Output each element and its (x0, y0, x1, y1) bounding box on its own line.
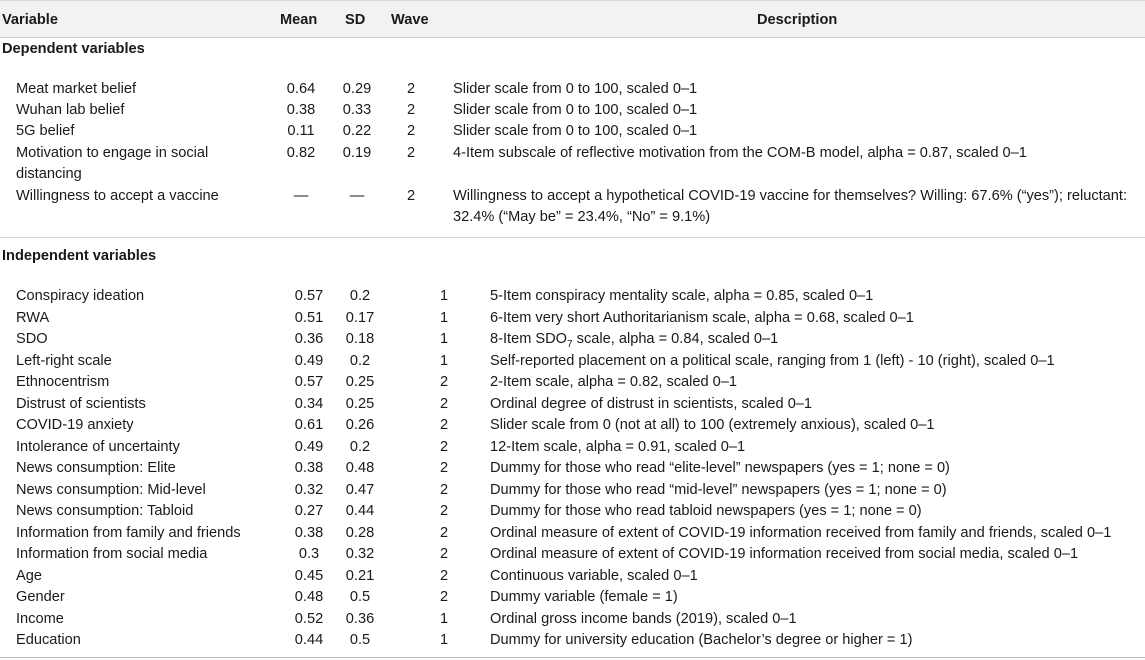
cell-variable: Distrust of scientists (16, 395, 146, 412)
cell-sd: 0.33 (342, 102, 372, 118)
cell-variable: SDO (16, 331, 48, 347)
cell-description: Self-reported placement on a political scale, ranging from 1 (left) - 10 (right), scaled 0–1 (490, 352, 1055, 369)
cell-wave: 2 (439, 524, 449, 541)
description-head: 8-Item SDO (490, 331, 568, 347)
cell-wave: 2 (439, 567, 449, 584)
cell-description: Slider scale from 0 to 100, scaled 0–1 (453, 102, 698, 118)
cell-description: 4-Item subscale of reflective motivation from the COM-B model, alpha = 0.87, scaled 0–1 (453, 145, 1027, 161)
subscript: 7 (567, 338, 573, 350)
cell-description: Slider scale from 0 to 100, scaled 0–1 (453, 81, 698, 97)
cell-sd: 0.18 (345, 331, 375, 347)
cell-variable: Age (16, 567, 42, 584)
cell-description: Slider scale from 0 to 100, scaled 0–1 (453, 123, 698, 139)
cell-variable: News consumption: Tabloid (16, 503, 194, 519)
cell-wave: 2 (439, 503, 449, 519)
cell-mean: 0.38 (286, 102, 316, 118)
cell-sd: 0.36 (345, 610, 375, 627)
cell-description: Willingness to accept a hypothetical COVID-19 vaccine for themselves? Willing: 67.6% (“yes”); reluctant: 32.4% (“May be” = 23.4%, “No” = 9.1%) (453, 188, 1128, 225)
cell-description: 12-Item scale, alpha = 0.91, scaled 0–1 (490, 438, 746, 455)
cell-variable: Willingness to accept a vaccine (16, 188, 219, 204)
cell-sd: 0.5 (349, 632, 371, 648)
cell-sd: 0.32 (345, 546, 375, 562)
cell-mean: 0.49 (294, 352, 324, 369)
cell-description: Ordinal degree of distrust in scientists, scaled 0–1 (490, 395, 813, 412)
cell-mean: — (293, 188, 309, 204)
cell-mean: 0.38 (294, 524, 324, 541)
cell-description: Dummy for those who read “elite-level” newspapers (yes = 1; none = 0) (490, 460, 950, 476)
table-bottom-rule (0, 657, 1145, 658)
cell-sd: 0.2 (349, 438, 371, 455)
cell-wave: 2 (406, 123, 416, 139)
cell-wave: 2 (439, 589, 449, 605)
cell-sd: 0.2 (349, 288, 371, 304)
cell-variable: Gender (16, 589, 65, 605)
cell-description: Dummy for university education (Bachelor’s degree or higher = 1) (490, 632, 913, 648)
cell-variable: News consumption: Mid-level (16, 481, 206, 498)
cell-sd: 0.47 (345, 481, 375, 498)
cell-sd: 0.17 (345, 309, 375, 326)
cell-variable: Left-right scale (16, 352, 112, 369)
header-description: Description (757, 12, 838, 28)
cell-variable: RWA (16, 309, 50, 326)
cell-description: Ordinal measure of extent of COVID-19 information received from family and friends, scaled 0–1 (490, 524, 1112, 541)
cell-wave: 2 (439, 546, 449, 562)
cell-wave: 1 (439, 288, 449, 304)
cell-wave: 2 (406, 145, 416, 161)
cell-variable: Income (16, 610, 64, 627)
cell-variable: Wuhan lab belief (16, 102, 125, 118)
cell-mean: 0.38 (294, 460, 324, 476)
cell-wave: 2 (439, 417, 449, 433)
cell-mean: 0.48 (294, 589, 324, 605)
section-dependent-title: Dependent variables (2, 41, 145, 57)
cell-wave: 2 (439, 395, 449, 412)
cell-description: Slider scale from 0 (not at all) to 100 (extremely anxious), scaled 0–1 (490, 417, 935, 433)
cell-mean: 0.57 (294, 374, 324, 390)
cell-sd: 0.25 (345, 395, 375, 412)
cell-wave: 2 (439, 374, 449, 390)
cell-sd: 0.28 (345, 524, 375, 541)
cell-variable: Meat market belief (16, 81, 137, 97)
cell-wave: 2 (406, 102, 416, 118)
cell-mean: 0.11 (287, 123, 315, 139)
cell-wave: 1 (439, 610, 449, 627)
cell-wave: 1 (439, 309, 449, 326)
cell-sd: — (349, 188, 365, 204)
cell-mean: 0.51 (294, 309, 324, 326)
cell-variable: Education (16, 632, 81, 648)
cell-wave: 1 (439, 331, 449, 347)
cell-mean: 0.45 (294, 567, 324, 584)
header-mean: Mean (280, 12, 318, 28)
cell-wave: 1 (439, 352, 449, 369)
cell-description: 6-Item very short Authoritarianism scale, alpha = 0.68, scaled 0–1 (490, 309, 914, 326)
table-header (0, 0, 1145, 38)
cell-sd: 0.44 (345, 503, 375, 519)
cell-mean: 0.34 (294, 395, 324, 412)
cell-mean: 0.52 (294, 610, 324, 627)
cell-wave: 2 (406, 81, 416, 97)
cell-mean: 0.3 (298, 546, 320, 562)
cell-mean: 0.49 (294, 438, 324, 455)
cell-wave: 1 (439, 632, 449, 648)
cell-wave: 2 (439, 481, 449, 498)
cell-variable: Information from social media (16, 546, 208, 562)
cell-description: Dummy for those who read “mid-level” newspapers (yes = 1; none = 0) (490, 481, 947, 498)
cell-sd: 0.29 (342, 81, 372, 97)
cell-description: Ordinal measure of extent of COVID-19 information received from social media, scaled 0–1 (490, 546, 1079, 562)
cell-mean: 0.57 (294, 288, 324, 304)
cell-mean: 0.27 (294, 503, 324, 519)
cell-variable: COVID-19 anxiety (16, 417, 134, 433)
cell-variable: Ethnocentrism (16, 374, 110, 390)
cell-variable: Motivation to engage in social distancing (16, 145, 209, 182)
header-wave: Wave (391, 12, 429, 28)
cell-sd: 0.48 (345, 460, 375, 476)
cell-mean: 0.82 (286, 145, 316, 161)
cell-description: Ordinal gross income bands (2019), scaled 0–1 (490, 610, 797, 627)
cell-wave: 2 (439, 460, 449, 476)
cell-variable: Conspiracy ideation (16, 288, 145, 304)
cell-sd: 0.26 (345, 417, 375, 433)
cell-description: Continuous variable, scaled 0–1 (490, 567, 698, 584)
cell-mean: 0.32 (294, 481, 324, 498)
cell-sd: 0.19 (342, 145, 372, 161)
cell-sd: 0.21 (345, 567, 375, 584)
description-tail: scale, alpha = 0.84, scaled 0–1 (572, 331, 779, 347)
cell-mean: 0.36 (294, 331, 324, 347)
cell-mean: 0.61 (294, 417, 324, 433)
cell-wave: 2 (439, 438, 449, 455)
cell-description: Dummy variable (female = 1) (490, 589, 678, 605)
cell-wave: 2 (406, 188, 416, 204)
cell-sd: 0.25 (345, 374, 375, 390)
cell-variable: Intolerance of uncertainty (16, 438, 180, 455)
cell-sd: 0.22 (342, 123, 372, 139)
cell-sd: 0.5 (349, 589, 371, 605)
cell-description: 5-Item conspiracy mentality scale, alpha = 0.85, scaled 0–1 (490, 288, 874, 304)
cell-description: 2-Item scale, alpha = 0.82, scaled 0–1 (490, 374, 738, 390)
cell-mean: 0.44 (294, 632, 324, 648)
cell-description: Dummy for those who read tabloid newspapers (yes = 1; none = 0) (490, 503, 922, 519)
cell-sd: 0.2 (349, 352, 371, 369)
cell-variable: Information from family and friends (16, 524, 241, 541)
cell-variable: News consumption: Elite (16, 460, 176, 476)
header-variable: Variable (2, 12, 58, 28)
cell-mean: 0.64 (286, 81, 316, 97)
section-independent-title: Independent variables (2, 248, 157, 264)
section-divider (0, 237, 1145, 238)
cell-variable: 5G belief (16, 123, 75, 139)
header-sd: SD (345, 12, 366, 28)
